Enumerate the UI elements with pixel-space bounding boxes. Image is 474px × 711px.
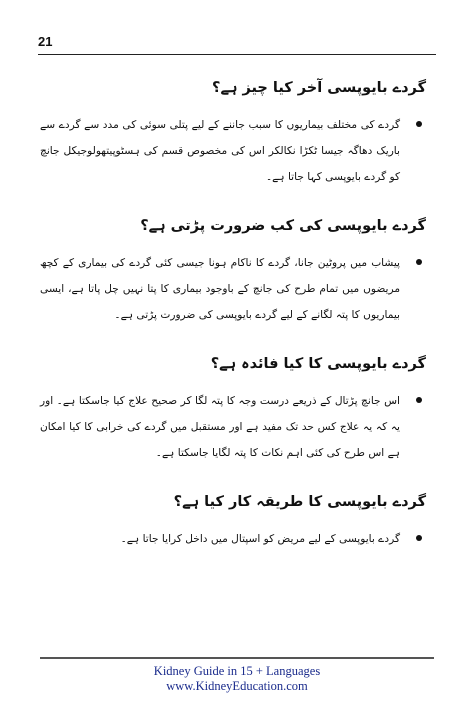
list-item bbox=[40, 112, 426, 190]
bullet-icon bbox=[416, 121, 422, 127]
section-what-is-biopsy bbox=[40, 76, 426, 190]
page-number: 21 bbox=[38, 34, 53, 49]
section-heading: گردے بایوپسی کا طریقہ کار کیا ہے؟ bbox=[173, 494, 426, 510]
top-divider bbox=[38, 54, 436, 55]
bullet-icon bbox=[416, 259, 422, 265]
footer bbox=[0, 664, 474, 694]
section-benefit bbox=[40, 352, 426, 466]
section-paragraph: پیشاب میں پروٹین جانا، گردے کا ناکام ہونا جیسی کئی گردے کی بیماری کے کچھ مریضوں میں تمام طرح کی جانچ کے باوجود بیماری کا پتا نہیں چل پاتا ہے، ایسی بیماریوں کا پتہ لگانے کے لیے گردے بایوپسی کی ضرورت پڑتی ہے۔ bbox=[40, 257, 400, 321]
section-heading: گردے بایوپسی کا کیا فائدہ ہے؟ bbox=[210, 356, 426, 372]
section-heading: گردے بایوپسی کی کب ضرورت پڑتی ہے؟ bbox=[140, 218, 426, 234]
list-item bbox=[40, 526, 426, 552]
footer-website-link[interactable]: www.KidneyEducation.com bbox=[166, 679, 308, 693]
section-procedure bbox=[40, 490, 426, 552]
section-paragraph: گردے بایوپسی کے لیے مریض کو اسپتال میں داخل کرایا جاتا ہے۔ bbox=[120, 533, 400, 545]
section-when-needed bbox=[40, 214, 426, 328]
bullet-icon bbox=[416, 397, 422, 403]
bullet-icon bbox=[416, 535, 422, 541]
list-item bbox=[40, 388, 426, 466]
section-paragraph: اس جانچ پڑتال کے ذریعے درست وجہ کا پتہ لگا کر صحیح علاج کیا جاسکتا ہے۔ اور یہ کہ یہ علاج کس حد تک مفید ہے اور مستقبل میں گردے کی خرابی کا کیا امکان ہے اس طرح کی کئی اہم نکات کا پتہ لگایا جاسکتا ہے۔ bbox=[40, 395, 400, 459]
section-heading: گردے بایوپسی آخر کیا چیز ہے؟ bbox=[212, 80, 426, 96]
page-content bbox=[40, 66, 426, 576]
bottom-divider bbox=[40, 657, 434, 659]
list-item bbox=[40, 250, 426, 328]
footer-title: Kidney Guide in 15 + Languages bbox=[153, 664, 321, 678]
section-paragraph: گردے کی مختلف بیماریوں کا سبب جاننے کے لیے پتلی سوئی کی مدد سے گردے سے باریک دھاگہ جیسا ٹکڑا نکالکر اس کی مخصوص قسم کی ہسٹوپیتھولوجیکل جانچ کو گردے بایوپسی کہا جاتا ہے۔ bbox=[40, 119, 400, 183]
